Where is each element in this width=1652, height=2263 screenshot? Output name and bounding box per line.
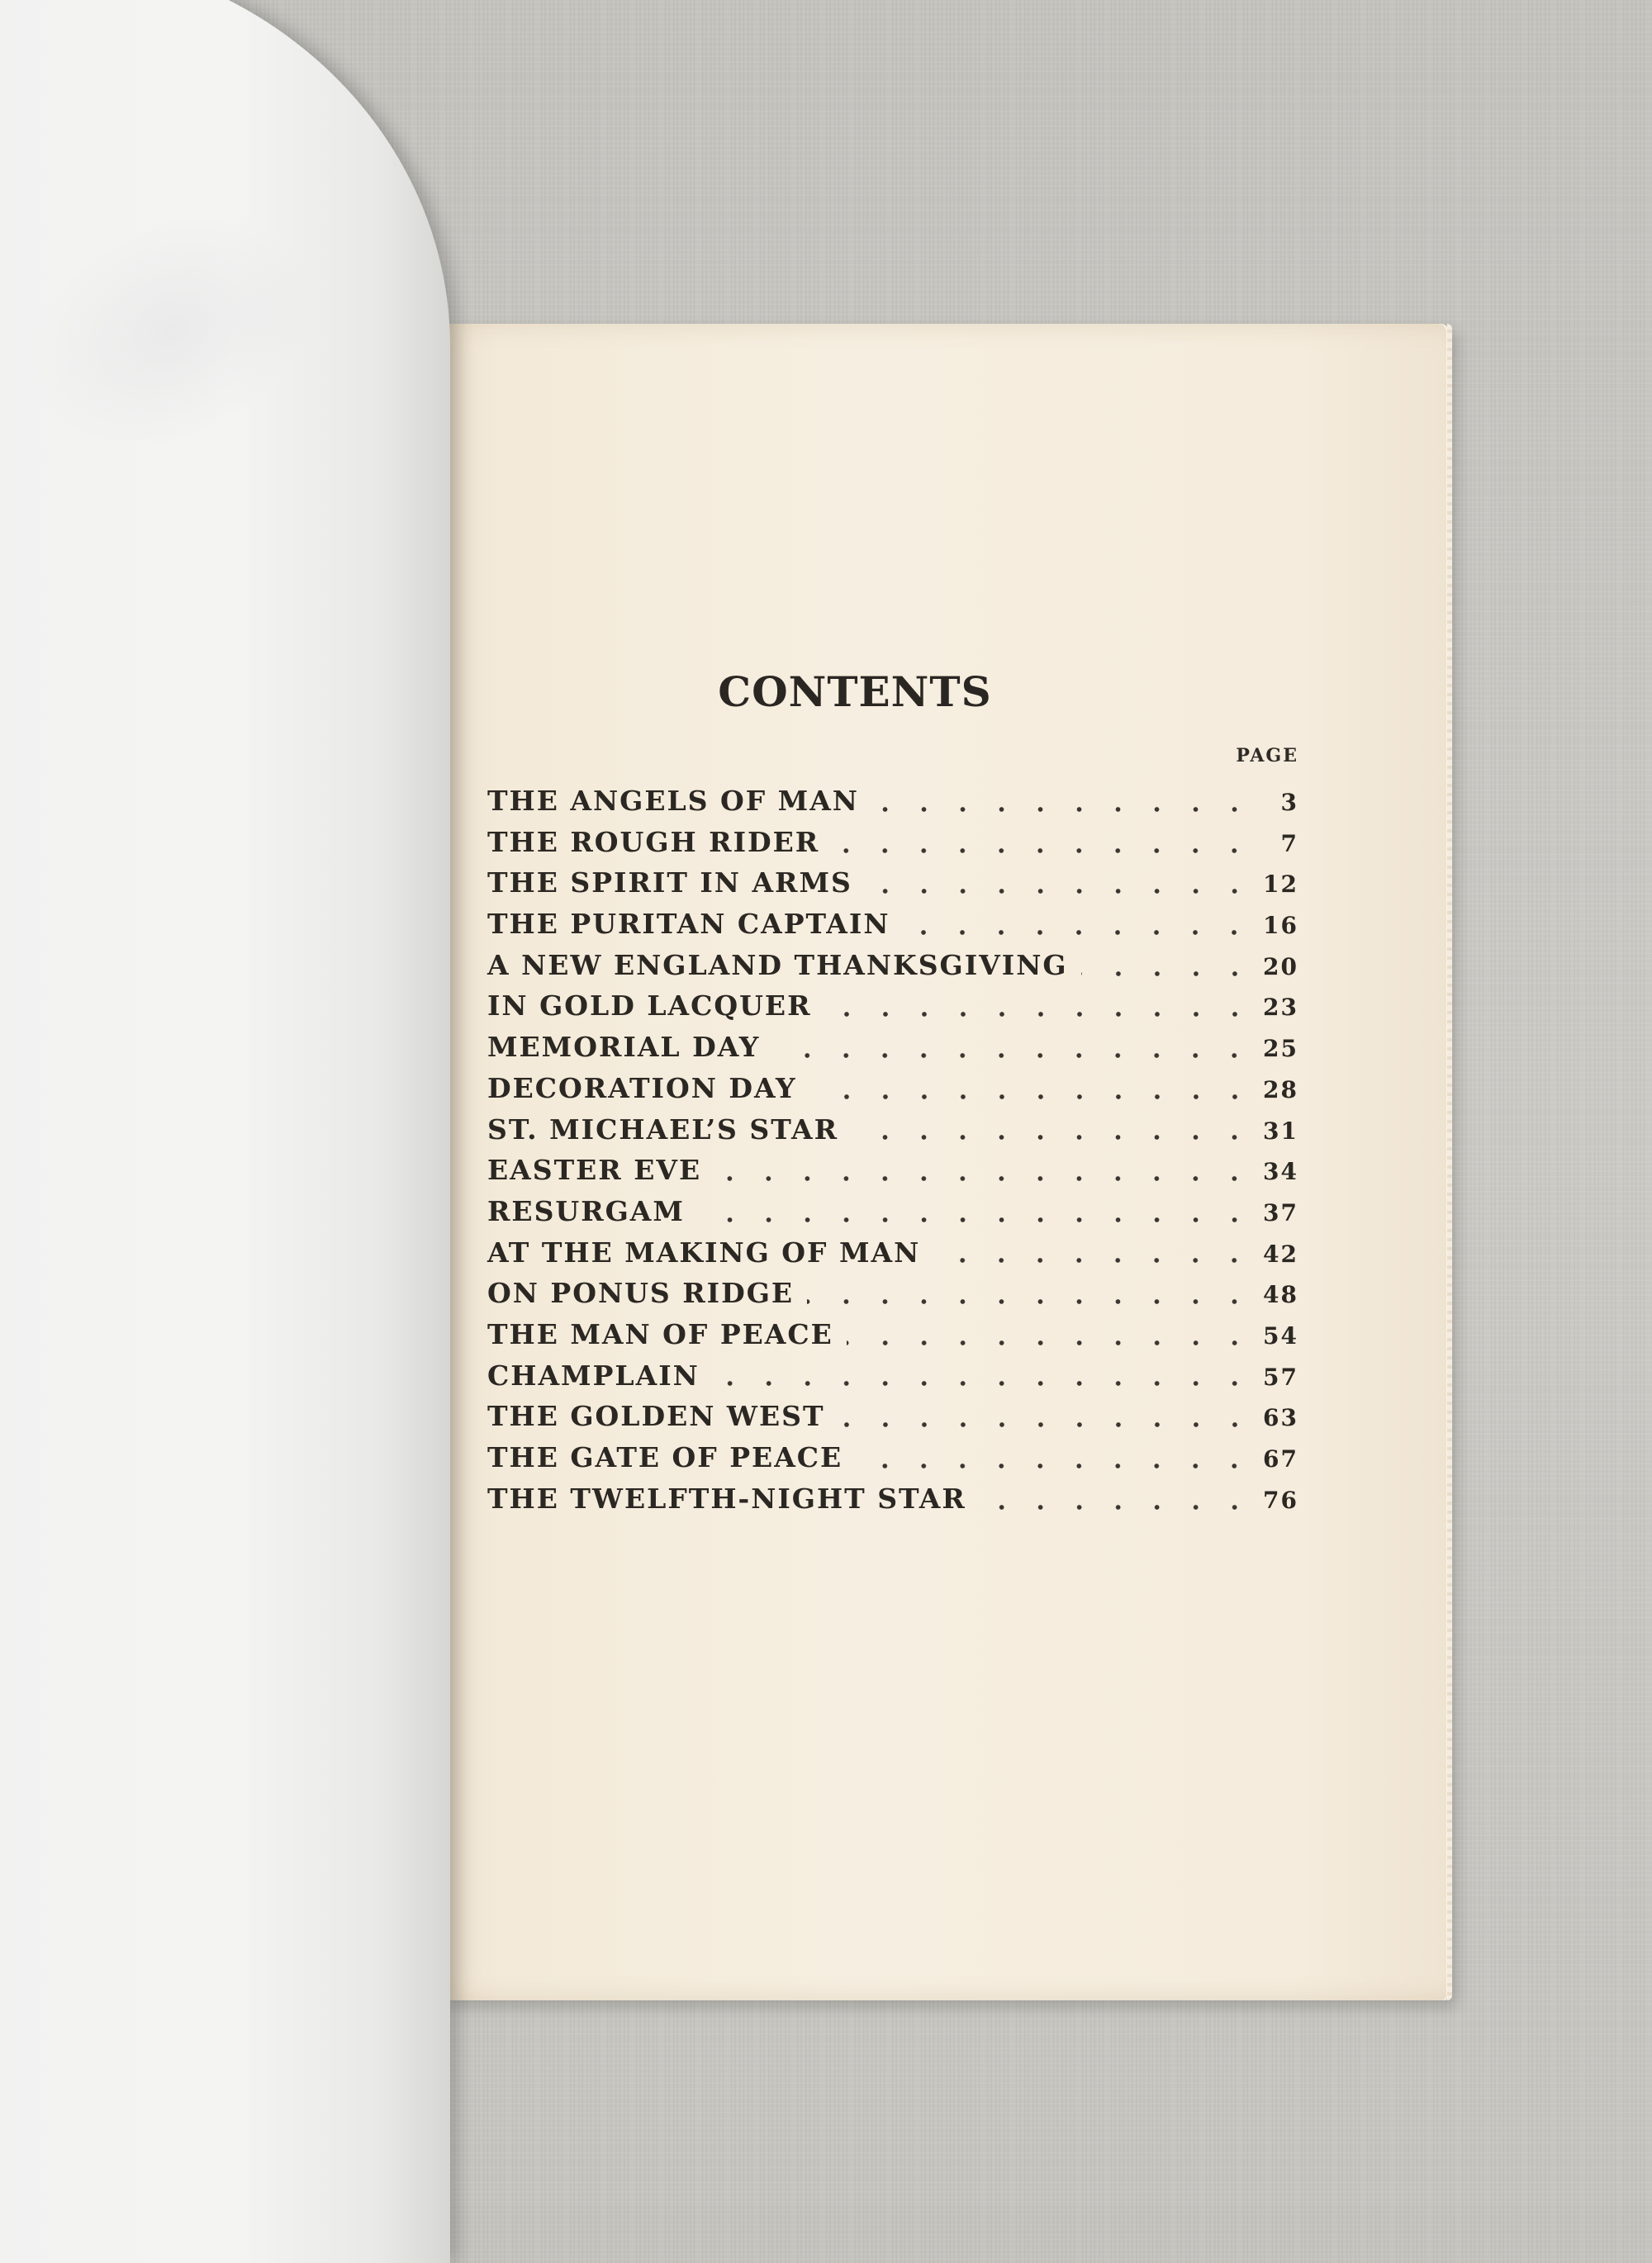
- toc-entry-title: THE TWELFTH-NIGHT STAR: [487, 1482, 966, 1515]
- toc-entry-title: ON PONUS RIDGE: [487, 1277, 795, 1310]
- toc-entry-page: 67: [1263, 1445, 1298, 1473]
- toc-entry-page: 54: [1263, 1321, 1298, 1350]
- toc-entry-title: THE ANGELS OF MAN: [487, 785, 859, 817]
- toc-entry-page: 20: [1263, 952, 1298, 980]
- dot-leader: [866, 887, 1254, 895]
- dot-leader: [903, 928, 1254, 937]
- toc-entry-title: CHAMPLAIN: [487, 1359, 700, 1392]
- left-page-shadow: [0, 166, 355, 496]
- dot-leader: [872, 805, 1254, 814]
- toc-entry-title: THE PURITAN CAPTAIN: [487, 908, 890, 941]
- toc-entry-page: 48: [1263, 1281, 1298, 1309]
- toc-entry-title: THE ROUGH RIDER: [487, 825, 820, 858]
- toc-entry-page: 37: [1263, 1198, 1298, 1226]
- toc-entry-title: RESURGAM: [487, 1194, 685, 1227]
- toc-entry: [487, 949, 1298, 990]
- toc-entry: [487, 1483, 1298, 1524]
- toc-entry-page: 3: [1280, 789, 1298, 816]
- toc-entry: [487, 1154, 1298, 1195]
- dot-leader: [810, 1093, 1254, 1101]
- toc-entry: [487, 1441, 1298, 1483]
- toc-entry-title: MEMORIAL DAY: [487, 1031, 761, 1064]
- toc-entry-page: 25: [1263, 1035, 1298, 1063]
- toc-entry-page: 31: [1263, 1117, 1298, 1145]
- dot-leader: [698, 1216, 1254, 1224]
- dot-leader: [980, 1503, 1254, 1511]
- dot-leader: [933, 1256, 1254, 1264]
- dot-leader: [714, 1174, 1254, 1183]
- dot-leader: [833, 847, 1254, 855]
- toc-entry-page: 28: [1263, 1075, 1298, 1103]
- toc-entry: [487, 1400, 1298, 1441]
- toc-entry: [487, 1113, 1298, 1155]
- toc-entry: [487, 866, 1298, 908]
- toc-entry-page: 23: [1263, 994, 1298, 1022]
- toc-entry: [487, 1031, 1298, 1072]
- toc-entry: [487, 1072, 1298, 1113]
- toc-entry-page: 34: [1263, 1158, 1298, 1186]
- contents-heading: CONTENTS: [718, 667, 992, 716]
- toc-entry-title: THE SPIRIT IN ARMS: [487, 866, 852, 899]
- toc-entry-title: THE GATE OF PEACE: [487, 1441, 843, 1473]
- toc-entry: [487, 785, 1298, 826]
- dot-leader: [825, 1010, 1254, 1018]
- toc-entry: [487, 1318, 1298, 1359]
- toc-entry-title: THE MAN OF PEACE: [487, 1317, 833, 1350]
- toc-entry-page: 57: [1263, 1363, 1298, 1391]
- toc-entry-page: 63: [1263, 1404, 1298, 1432]
- dot-leader: [713, 1379, 1254, 1388]
- dot-leader: [773, 1051, 1254, 1060]
- toc-entry-title: IN GOLD LACQUER: [487, 989, 812, 1022]
- table-of-contents: [487, 785, 1298, 1523]
- toc-entry: [487, 1236, 1298, 1278]
- toc-entry-title: DECORATION DAY: [487, 1071, 797, 1104]
- dot-leader: [807, 1298, 1254, 1306]
- toc-entry-page: 7: [1280, 829, 1298, 857]
- left-book-page: [0, 0, 450, 2263]
- toc-entry-title: EASTER EVE: [487, 1154, 702, 1187]
- toc-entry-title: ST. MICHAEL’S STAR: [487, 1113, 838, 1146]
- toc-entry-page: 76: [1263, 1486, 1298, 1514]
- toc-entry: [487, 826, 1298, 867]
- toc-entry-page: 12: [1263, 871, 1298, 899]
- dot-leader: [847, 1339, 1254, 1347]
- dot-leader: [1081, 970, 1254, 978]
- dot-leader: [856, 1462, 1254, 1470]
- toc-entry: [487, 1359, 1298, 1401]
- toc-entry: [487, 1277, 1298, 1318]
- toc-entry: [487, 989, 1298, 1031]
- dot-leader: [838, 1421, 1254, 1429]
- toc-entry: [487, 1195, 1298, 1236]
- toc-entry-title: THE GOLDEN WEST: [487, 1400, 825, 1433]
- dot-leader: [852, 1133, 1254, 1141]
- toc-entry-title: AT THE MAKING OF MAN: [487, 1236, 921, 1269]
- toc-entry-page: 16: [1263, 912, 1298, 940]
- page-column-label: PAGE: [1236, 745, 1298, 766]
- toc-entry: [487, 908, 1298, 949]
- toc-entry-page: 42: [1263, 1240, 1298, 1268]
- toc-entry-title: A NEW ENGLAND THANKSGIVING: [487, 948, 1068, 981]
